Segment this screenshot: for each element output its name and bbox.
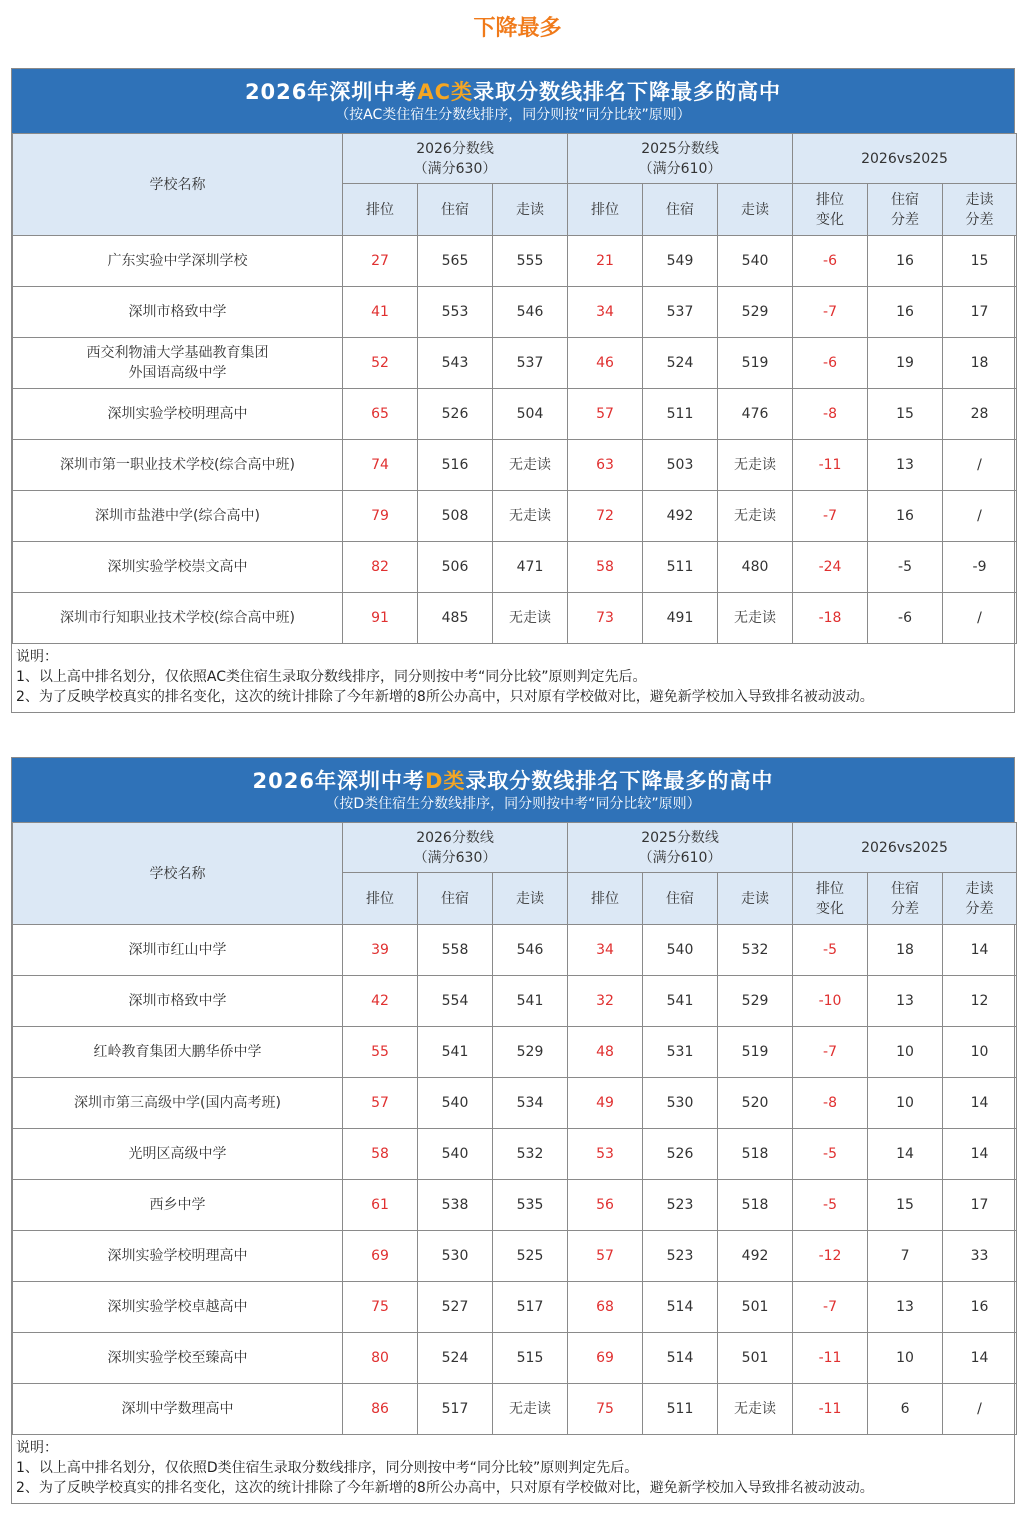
note-line: 1、以上高中排名划分，仅依照AC类住宿生录取分数线排序，同分则按中考“同分比较”原则判定先后。 <box>16 669 647 685</box>
day-diff: 17 <box>943 1180 1017 1231</box>
rank-change: -6 <box>793 338 868 389</box>
note-line: 2、为了反映学校真实的排名变化，这次的统计排除了今年新增的8所公办高中，只对原有学校做对比，避免新学校加入导致排名被动波动。 <box>16 689 874 705</box>
boarding-diff: 16 <box>868 491 943 542</box>
day-diff: / <box>943 491 1017 542</box>
day-diff: / <box>943 440 1017 491</box>
day-score-2026: 555 <box>493 236 568 287</box>
school-name: 深圳中学数理高中 <box>13 1384 343 1435</box>
school-name: 深圳实验学校卓越高中 <box>13 1282 343 1333</box>
boarding-diff: 16 <box>868 236 943 287</box>
day-score-2026: 504 <box>493 389 568 440</box>
boarding-score-2025: 503 <box>643 440 718 491</box>
boarding-score-2025: 537 <box>643 287 718 338</box>
boarding-score-2026: 558 <box>418 925 493 976</box>
rank-2025: 48 <box>568 1027 643 1078</box>
boarding-score-2026: 543 <box>418 338 493 389</box>
day-score-2026: 515 <box>493 1333 568 1384</box>
table-row <box>13 287 1017 338</box>
rank-change: -6 <box>793 236 868 287</box>
boarding-2025-header: 住宿 <box>643 873 718 925</box>
rank-2025: 53 <box>568 1129 643 1180</box>
rank-change: -11 <box>793 1384 868 1435</box>
boarding-2026-header: 住宿 <box>418 184 493 236</box>
day-score-2026: 537 <box>493 338 568 389</box>
day-score-2025: 520 <box>718 1078 793 1129</box>
rank-2026-header: 排位 <box>343 873 418 925</box>
ac-ranking-table-block <box>11 68 1015 713</box>
school-name: 深圳市格致中学 <box>13 976 343 1027</box>
boarding-diff: 13 <box>868 1282 943 1333</box>
day-score-2026: 546 <box>493 287 568 338</box>
boarding-diff: 6 <box>868 1384 943 1435</box>
day-diff: 16 <box>943 1282 1017 1333</box>
boarding-score-2026: 553 <box>418 287 493 338</box>
day-score-2026: 541 <box>493 976 568 1027</box>
school-name: 深圳市第一职业技术学校(综合高中班) <box>13 440 343 491</box>
school-name: 深圳实验学校明理高中 <box>13 1231 343 1282</box>
d-ranking-table-block <box>11 757 1015 1504</box>
boarding-score-2025: 523 <box>643 1180 718 1231</box>
boarding-score-2026: 526 <box>418 389 493 440</box>
day-score-2025: 501 <box>718 1333 793 1384</box>
boarding-score-2025: 523 <box>643 1231 718 1282</box>
table-banner <box>12 69 1014 133</box>
rank-2026: 27 <box>343 236 418 287</box>
rank-2025: 34 <box>568 925 643 976</box>
note-line: 1、以上高中排名划分，仅依照D类住宿生录取分数线排序，同分则按中考“同分比较”原则判定先后。 <box>16 1460 639 1476</box>
boarding-score-2025: 526 <box>643 1129 718 1180</box>
boarding-score-2025: 492 <box>643 491 718 542</box>
boarding-diff: 16 <box>868 287 943 338</box>
boarding-diff: 10 <box>868 1333 943 1384</box>
boarding-score-2025: 511 <box>643 1384 718 1435</box>
table-row <box>13 976 1017 1027</box>
day-diff: 10 <box>943 1027 1017 1078</box>
rank-2025: 63 <box>568 440 643 491</box>
boarding-score-2026: 508 <box>418 491 493 542</box>
boarding-score-2025: 524 <box>643 338 718 389</box>
boarding-diff-header: 住宿 分差 <box>868 184 943 236</box>
school-name: 光明区高级中学 <box>13 1129 343 1180</box>
day-score-2025: 476 <box>718 389 793 440</box>
day-diff: 18 <box>943 338 1017 389</box>
day-score-2025: 532 <box>718 925 793 976</box>
boarding-score-2026: 530 <box>418 1231 493 1282</box>
table-row <box>13 389 1017 440</box>
table-subtitle: （按D类住宿生分数线排序，同分则按中考“同分比较”原则） <box>325 796 701 812</box>
table-row <box>13 1231 1017 1282</box>
day-score-2025: 529 <box>718 287 793 338</box>
boarding-score-2026: 554 <box>418 976 493 1027</box>
boarding-2026-header: 住宿 <box>418 873 493 925</box>
day-score-2025: 529 <box>718 976 793 1027</box>
year-2026-header: 2026分数线 （满分630） <box>343 823 568 873</box>
rank-2026: 82 <box>343 542 418 593</box>
boarding-score-2026: 516 <box>418 440 493 491</box>
day-score-2025: 540 <box>718 236 793 287</box>
day-diff: 28 <box>943 389 1017 440</box>
table-row <box>13 593 1017 644</box>
rank-2025: 21 <box>568 236 643 287</box>
rank-2025: 68 <box>568 1282 643 1333</box>
day-score-2025: 无走读 <box>718 491 793 542</box>
school-name-header: 学校名称 <box>13 823 343 925</box>
day-score-2026: 525 <box>493 1231 568 1282</box>
table-banner <box>12 758 1014 822</box>
boarding-score-2025: 511 <box>643 389 718 440</box>
ranking-table <box>12 822 1017 1435</box>
rank-2026: 41 <box>343 287 418 338</box>
day-2025-header: 走读 <box>718 184 793 236</box>
rank-2026: 65 <box>343 389 418 440</box>
rank-2025-header: 排位 <box>568 873 643 925</box>
school-name: 广东实验中学深圳学校 <box>13 236 343 287</box>
table-title: 2026年深圳中考AC类录取分数线排名下降最多的高中 <box>244 80 782 104</box>
table-row <box>13 1129 1017 1180</box>
boarding-diff: 19 <box>868 338 943 389</box>
rank-2026-header: 排位 <box>343 184 418 236</box>
year-2025-header: 2025分数线 （满分610） <box>568 134 793 184</box>
school-name: 深圳实验学校崇文高中 <box>13 542 343 593</box>
boarding-diff-header: 住宿 分差 <box>868 873 943 925</box>
boarding-diff: 18 <box>868 925 943 976</box>
rank-change: -11 <box>793 1333 868 1384</box>
boarding-2025-header: 住宿 <box>643 184 718 236</box>
school-name: 深圳市盐港中学(综合高中) <box>13 491 343 542</box>
day-diff: / <box>943 593 1017 644</box>
day-diff: 33 <box>943 1231 1017 1282</box>
page-title: 下降最多 <box>473 16 562 41</box>
notes <box>12 644 1014 712</box>
day-score-2025: 501 <box>718 1282 793 1333</box>
day-score-2025: 492 <box>718 1231 793 1282</box>
day-2026-header: 走读 <box>493 184 568 236</box>
day-score-2025: 519 <box>718 1027 793 1078</box>
day-score-2026: 无走读 <box>493 491 568 542</box>
day-diff: 12 <box>943 976 1017 1027</box>
rank-2026: 42 <box>343 976 418 1027</box>
day-diff: 14 <box>943 925 1017 976</box>
rank-2026: 55 <box>343 1027 418 1078</box>
rank-change: -7 <box>793 1282 868 1333</box>
day-2026-header: 走读 <box>493 873 568 925</box>
table-row <box>13 1333 1017 1384</box>
rank-change: -5 <box>793 1180 868 1231</box>
rank-2026: 52 <box>343 338 418 389</box>
day-diff: 14 <box>943 1333 1017 1384</box>
day-score-2025: 无走读 <box>718 1384 793 1435</box>
day-score-2026: 无走读 <box>493 440 568 491</box>
rank-change: -8 <box>793 389 868 440</box>
rank-change: -7 <box>793 491 868 542</box>
day-score-2026: 532 <box>493 1129 568 1180</box>
day-score-2025: 480 <box>718 542 793 593</box>
rank-2025: 58 <box>568 542 643 593</box>
rank-2025: 46 <box>568 338 643 389</box>
rank-change: -12 <box>793 1231 868 1282</box>
note-line: 说明： <box>16 1440 58 1456</box>
rank-2026: 61 <box>343 1180 418 1231</box>
day-score-2026: 无走读 <box>493 593 568 644</box>
notes <box>12 1435 1014 1503</box>
rank-2026: 58 <box>343 1129 418 1180</box>
table-row <box>13 1078 1017 1129</box>
boarding-score-2026: 541 <box>418 1027 493 1078</box>
boarding-diff: 13 <box>868 976 943 1027</box>
rank-2026: 91 <box>343 593 418 644</box>
day-diff: 14 <box>943 1129 1017 1180</box>
rank-2025: 34 <box>568 287 643 338</box>
school-name: 深圳实验学校至臻高中 <box>13 1333 343 1384</box>
day-diff: 17 <box>943 287 1017 338</box>
year-2026-header: 2026分数线 （满分630） <box>343 134 568 184</box>
day-diff: 14 <box>943 1078 1017 1129</box>
note-line: 说明： <box>16 649 58 665</box>
table-row <box>13 925 1017 976</box>
rank-change: -11 <box>793 440 868 491</box>
day-diff-header: 走读 分差 <box>943 184 1017 236</box>
boarding-score-2025: 514 <box>643 1333 718 1384</box>
boarding-score-2026: 517 <box>418 1384 493 1435</box>
day-score-2025: 518 <box>718 1180 793 1231</box>
boarding-diff: 15 <box>868 1180 943 1231</box>
boarding-score-2025: 514 <box>643 1282 718 1333</box>
table-row <box>13 1282 1017 1333</box>
rank-2025: 72 <box>568 491 643 542</box>
boarding-score-2025: 531 <box>643 1027 718 1078</box>
rank-change: -24 <box>793 542 868 593</box>
day-score-2026: 529 <box>493 1027 568 1078</box>
day-score-2026: 无走读 <box>493 1384 568 1435</box>
boarding-diff: -5 <box>868 542 943 593</box>
rank-2026: 69 <box>343 1231 418 1282</box>
rank-2025-header: 排位 <box>568 184 643 236</box>
boarding-diff: 14 <box>868 1129 943 1180</box>
rank-change: -5 <box>793 925 868 976</box>
ranking-table <box>12 133 1017 644</box>
table-title: 2026年深圳中考D类录取分数线排名下降最多的高中 <box>252 769 774 793</box>
rank-change: -8 <box>793 1078 868 1129</box>
school-name: 深圳市格致中学 <box>13 287 343 338</box>
boarding-score-2026: 540 <box>418 1129 493 1180</box>
day-score-2025: 518 <box>718 1129 793 1180</box>
table-row <box>13 1384 1017 1435</box>
school-name: 西乡中学 <box>13 1180 343 1231</box>
day-diff: -9 <box>943 542 1017 593</box>
school-name: 西交利物浦大学基础教育集团 外国语高级中学 <box>13 338 343 389</box>
boarding-score-2026: 540 <box>418 1078 493 1129</box>
rank-2025: 57 <box>568 1231 643 1282</box>
boarding-diff: 13 <box>868 440 943 491</box>
rank-change: -5 <box>793 1129 868 1180</box>
rank-2025: 49 <box>568 1078 643 1129</box>
rank-2025: 56 <box>568 1180 643 1231</box>
boarding-diff: 10 <box>868 1027 943 1078</box>
day-score-2025: 无走读 <box>718 593 793 644</box>
year-2025-header: 2025分数线 （满分610） <box>568 823 793 873</box>
school-name: 深圳市红山中学 <box>13 925 343 976</box>
boarding-score-2025: 530 <box>643 1078 718 1129</box>
school-name: 深圳市行知职业技术学校(综合高中班) <box>13 593 343 644</box>
rank-2026: 74 <box>343 440 418 491</box>
day-score-2026: 535 <box>493 1180 568 1231</box>
rank-2025: 75 <box>568 1384 643 1435</box>
day-score-2026: 546 <box>493 925 568 976</box>
day-score-2025: 519 <box>718 338 793 389</box>
boarding-score-2026: 506 <box>418 542 493 593</box>
school-name: 红岭教育集团大鹏华侨中学 <box>13 1027 343 1078</box>
table-row <box>13 1027 1017 1078</box>
boarding-score-2026: 527 <box>418 1282 493 1333</box>
table-row <box>13 542 1017 593</box>
boarding-score-2026: 524 <box>418 1333 493 1384</box>
school-name-header: 学校名称 <box>13 134 343 236</box>
school-name: 深圳市第三高级中学(国内高考班) <box>13 1078 343 1129</box>
rank-2025: 69 <box>568 1333 643 1384</box>
boarding-score-2025: 549 <box>643 236 718 287</box>
day-diff-header: 走读 分差 <box>943 873 1017 925</box>
school-name: 深圳实验学校明理高中 <box>13 389 343 440</box>
boarding-diff: 10 <box>868 1078 943 1129</box>
table-subtitle: （按AC类住宿生分数线排序，同分则按“同分比较”原则） <box>335 107 691 123</box>
boarding-score-2025: 540 <box>643 925 718 976</box>
day-score-2025: 无走读 <box>718 440 793 491</box>
note-line: 2、为了反映学校真实的排名变化，这次的统计排除了今年新增的8所公办高中，只对原有学校做对比，避免新学校加入导致排名被动波动。 <box>16 1480 874 1496</box>
rank-change: -10 <box>793 976 868 1027</box>
rank-change: -18 <box>793 593 868 644</box>
day-score-2026: 534 <box>493 1078 568 1129</box>
day-2025-header: 走读 <box>718 873 793 925</box>
boarding-score-2026: 538 <box>418 1180 493 1231</box>
boarding-score-2025: 511 <box>643 542 718 593</box>
boarding-diff: 7 <box>868 1231 943 1282</box>
rank-2026: 79 <box>343 491 418 542</box>
boarding-score-2026: 565 <box>418 236 493 287</box>
rank-2026: 86 <box>343 1384 418 1435</box>
boarding-diff: -6 <box>868 593 943 644</box>
rank-2026: 75 <box>343 1282 418 1333</box>
rank-change: -7 <box>793 287 868 338</box>
boarding-score-2025: 491 <box>643 593 718 644</box>
table-row <box>13 491 1017 542</box>
boarding-score-2026: 485 <box>418 593 493 644</box>
rank-2026: 80 <box>343 1333 418 1384</box>
rank-2025: 57 <box>568 389 643 440</box>
comparison-header: 2026vs2025 <box>793 134 1017 184</box>
day-score-2026: 517 <box>493 1282 568 1333</box>
table-row <box>13 338 1017 389</box>
day-score-2026: 471 <box>493 542 568 593</box>
rank-2025: 73 <box>568 593 643 644</box>
rank-change-header: 排位 变化 <box>793 873 868 925</box>
table-row <box>13 1180 1017 1231</box>
rank-2026: 39 <box>343 925 418 976</box>
boarding-diff: 15 <box>868 389 943 440</box>
comparison-header: 2026vs2025 <box>793 823 1017 873</box>
day-diff: 15 <box>943 236 1017 287</box>
table-row <box>13 236 1017 287</box>
rank-2026: 57 <box>343 1078 418 1129</box>
rank-2025: 32 <box>568 976 643 1027</box>
table-row <box>13 440 1017 491</box>
rank-change-header: 排位 变化 <box>793 184 868 236</box>
boarding-score-2025: 541 <box>643 976 718 1027</box>
day-diff: / <box>943 1384 1017 1435</box>
rank-change: -7 <box>793 1027 868 1078</box>
